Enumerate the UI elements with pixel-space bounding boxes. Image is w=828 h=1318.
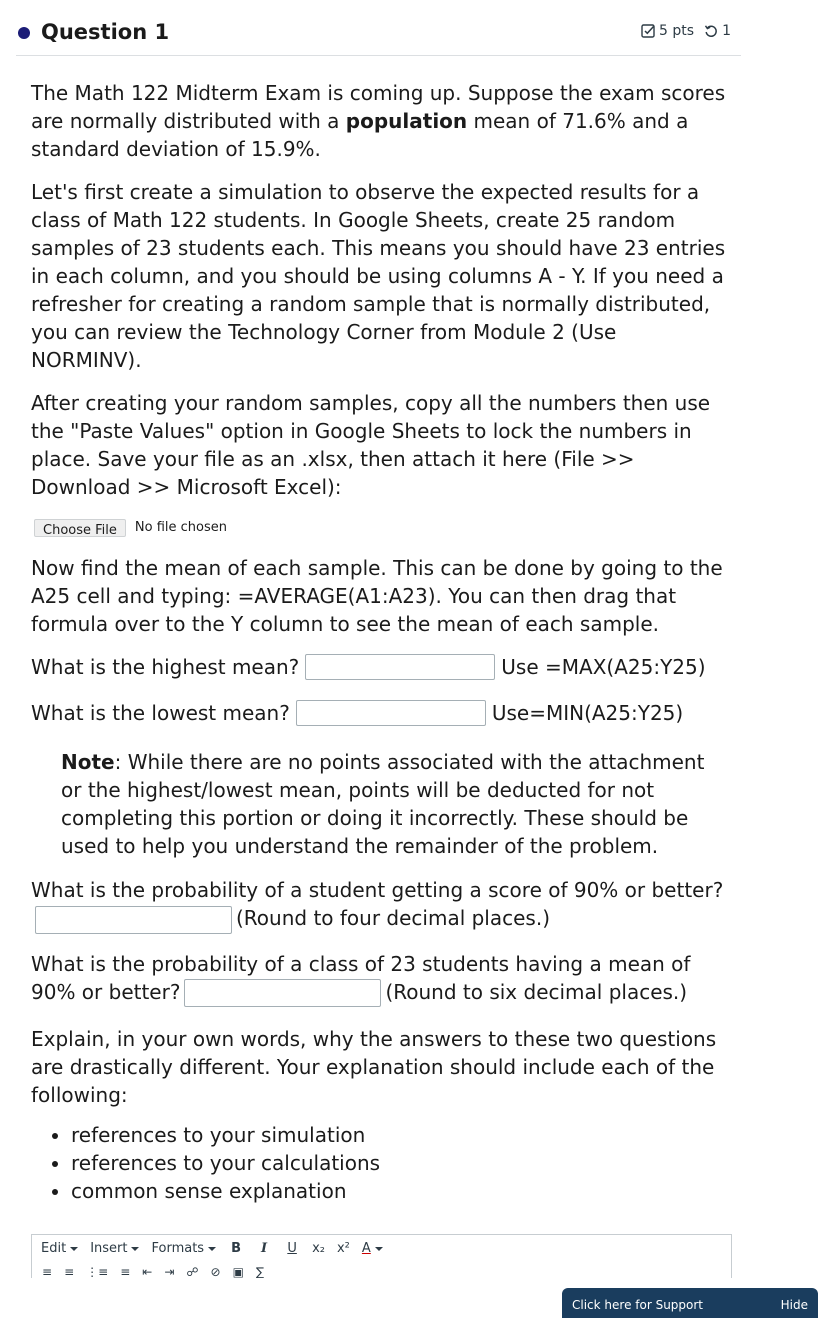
align-left-icon[interactable]: ≡ — [42, 1265, 53, 1278]
superscript-button[interactable]: x² — [336, 1241, 350, 1256]
attempts-count: 1 — [722, 23, 731, 39]
bullet-list-icon[interactable]: ⋮≡ — [86, 1265, 109, 1278]
menu-insert[interactable]: Insert — [90, 1241, 139, 1256]
note-paragraph: Note: While there are no points associated with the attachment or the highest/lowest mean, points will be deducted for not completing this portion or doing it incorrectly. These should be used to help you understand the remainder of the problem. — [61, 750, 705, 858]
support-bar[interactable] — [562, 1288, 818, 1318]
highest-mean-input[interactable] — [305, 654, 495, 680]
population-emphasis: population — [345, 109, 468, 133]
intro-paragraph: The Math 122 Midterm Exam is coming up. Suppose the exam scores are normally distributed with a population mean of 71.6% and a standard deviation of 15.9%. — [31, 81, 726, 161]
support-link[interactable]: Click here for Support — [572, 1298, 704, 1312]
rotate-icon — [704, 24, 718, 38]
explain-paragraph: Explain, in your own words, why the answers to these two questions are drastically different. Your explanation should include each of the following: — [31, 1027, 717, 1107]
lowest-mean-input[interactable] — [296, 700, 486, 726]
bold-button[interactable]: B — [231, 1241, 242, 1256]
lowest-mean-hint: Use=MIN(A25:Y25) — [491, 701, 684, 725]
menu-formats[interactable]: Formats — [151, 1241, 216, 1256]
link-icon[interactable]: ☍ — [186, 1265, 199, 1278]
file-status: No file chosen — [134, 520, 227, 535]
points-label: 5 pts — [659, 23, 695, 39]
question-meta — [641, 23, 731, 39]
probability-class-input[interactable] — [184, 979, 381, 1007]
checkbox-icon — [641, 24, 655, 38]
question-header — [16, 14, 741, 56]
lowest-mean-label: What is the lowest mean? — [31, 701, 290, 725]
numbered-list-icon[interactable]: ≡ — [120, 1265, 131, 1278]
subscript-button[interactable]: x₂ — [312, 1241, 325, 1256]
font-color-button[interactable]: A — [362, 1241, 383, 1256]
probability-student: What is the probability of a student getting a score of 90% or better?(Round to four decimal places.) — [31, 876, 731, 934]
question-title: Question 1 — [41, 20, 170, 44]
mean-instructions: Now find the mean of each sample. This can be done by going to the A25 cell and typing: =AVERAGE(A1:A23). You can then drag that formula over to the Y column to see the mean of each sample. — [31, 556, 723, 636]
list-item: • references to your simulation — [71, 1121, 731, 1149]
requirements-list — [31, 1121, 731, 1205]
file-upload — [34, 516, 731, 540]
equation-icon[interactable]: ∑ — [255, 1265, 265, 1278]
editor-toolbar-row — [42, 1265, 264, 1278]
rich-text-editor — [31, 1234, 732, 1278]
lowest-mean-row — [31, 698, 731, 728]
choose-file-button[interactable]: Choose File — [34, 519, 126, 537]
simulation-paragraph: Let's first create a simulation to observe the expected results for a class of Math 122 students. In Google Sheets, create 25 random samples of 23 students each. This means you should have 23 entries in each column, and you should be using columns A - Y. If you need a refresher for creating a random sample that is normally distributed, you can review the Technology Corner from Module 2 (Use NORMINV). — [31, 180, 726, 372]
outdent-icon[interactable]: ⇤ — [142, 1265, 153, 1278]
highest-mean-hint: Use =MAX(A25:Y25) — [501, 655, 706, 679]
unlink-icon[interactable]: ⊘ — [210, 1265, 221, 1278]
question-body — [31, 79, 731, 1205]
image-icon[interactable]: ▣ — [232, 1265, 244, 1278]
align-center-icon[interactable]: ≡ — [64, 1265, 75, 1278]
question-bullet-icon — [18, 27, 30, 39]
list-item: • common sense explanation — [71, 1177, 731, 1205]
underline-button[interactable]: U — [287, 1241, 297, 1256]
probability-student-input[interactable] — [35, 906, 232, 934]
highest-mean-row — [31, 652, 731, 682]
italic-button[interactable]: I — [261, 1241, 268, 1256]
indent-icon[interactable]: ⇥ — [164, 1265, 175, 1278]
editor-menubar — [41, 1241, 383, 1256]
hide-button[interactable]: Hide — [780, 1298, 808, 1312]
upload-instructions: After creating your random samples, copy all the numbers then use the "Paste Values" option in Google Sheets to lock the numbers in place. Save your file as an .xlsx, then attach it here (File >> Download >> Microsoft Excel): — [31, 391, 711, 499]
probability-class: What is the probability of a class of 23 students having a mean of 90% or better? (Round to six decimal places.) — [31, 950, 731, 1008]
highest-mean-label: What is the highest mean? — [31, 655, 300, 679]
menu-edit[interactable]: Edit — [41, 1241, 78, 1256]
list-item: • references to your calculations — [71, 1149, 731, 1177]
